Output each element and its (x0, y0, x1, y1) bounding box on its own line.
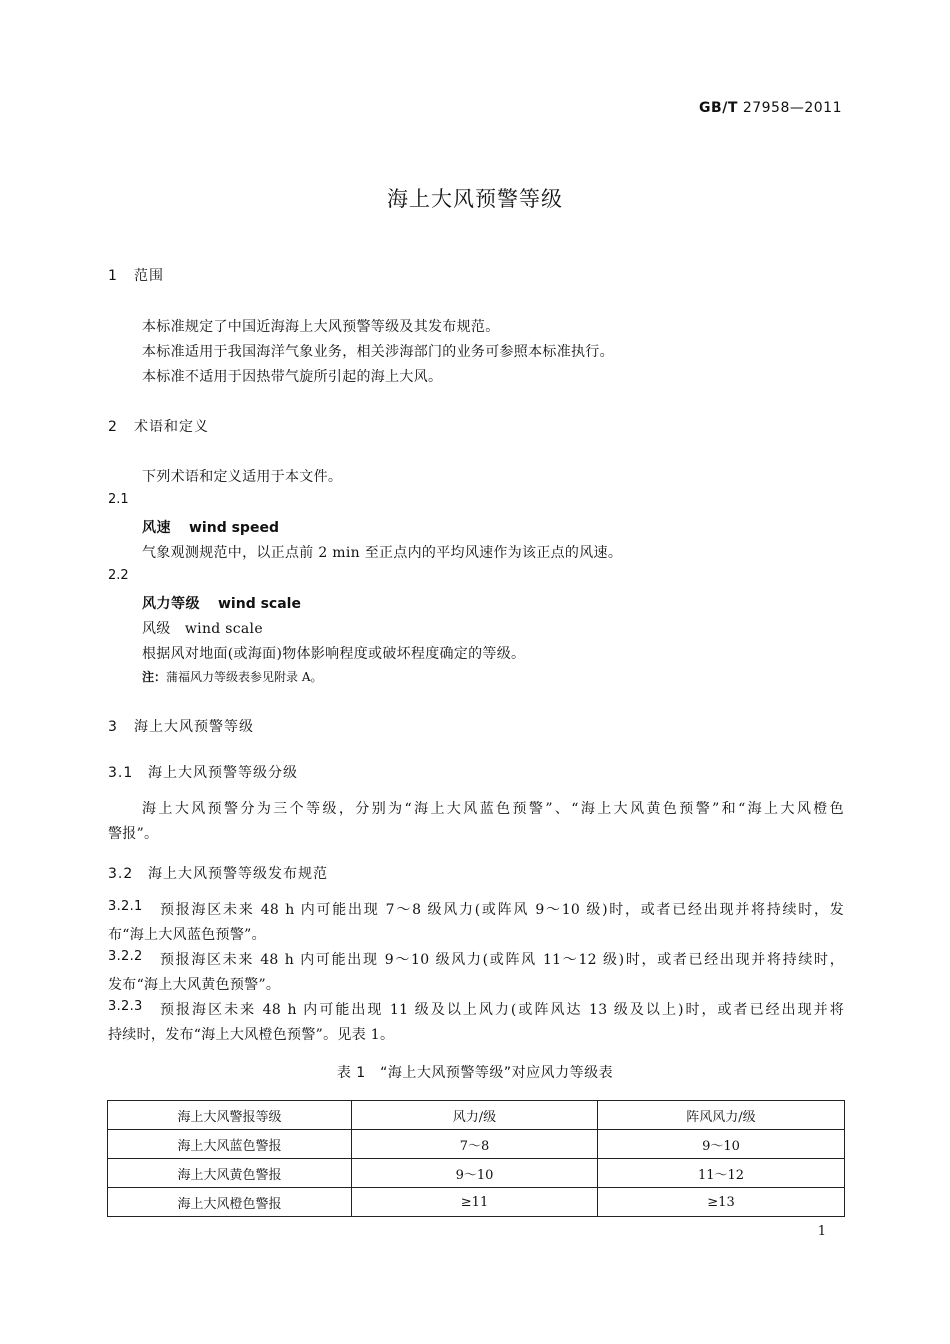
section-3-1-heading (108, 762, 298, 782)
clause-number: 3.2.2 (108, 949, 143, 964)
table-caption: 表 1 “海上大风预警等级”对应风力等级表 (336, 1065, 614, 1081)
term-en: wind scale (218, 596, 301, 612)
clause-number: 3.2.3 (108, 999, 143, 1014)
section-3-number: 3 (108, 719, 118, 735)
table-header-cell: 风力/级 (352, 1101, 598, 1130)
section-3-2-heading (108, 863, 328, 883)
wind-scale-table (107, 1100, 845, 1217)
table-header-cell: 阵风风力/级 (598, 1101, 845, 1130)
section-3-1-number: 3.1 (108, 765, 134, 781)
table-header-row (108, 1101, 845, 1130)
section-3-2-title: 海上大风预警等级发布规范 (148, 866, 328, 882)
term-2-2 (142, 593, 301, 613)
paragraph-line: 海上大风预警分为三个等级，分别为“海上大风蓝色预警”、“海上大风黄色预警”和“海上大风橙色 (142, 801, 844, 817)
section-1-heading (108, 265, 164, 285)
term-2-1-number: 2.1 (108, 492, 129, 507)
definition: 根据风对地面(或海面)物体影响程度或破坏程度确定的等级。 (142, 646, 526, 662)
term-en: wind speed (189, 520, 279, 536)
table-cell: ≥11 (352, 1188, 598, 1217)
section-2-heading (108, 416, 209, 436)
clause-3-2-1 (108, 899, 844, 919)
clause-line: 预报海区未来 48 h 内可能出现 9～10 级风力(或阵风 11～12 级)时，或者已经出现并将持续时， (160, 952, 844, 968)
term-synonym: 风级 wind scale (142, 621, 263, 637)
section-3-1-title: 海上大风预警等级分级 (148, 765, 298, 781)
table-row (108, 1188, 845, 1217)
table-cell: 11～12 (598, 1159, 845, 1188)
section-3-title: 海上大风预警等级 (134, 719, 254, 735)
paragraph: 本标准适用于我国海洋气象业务，相关涉海部门的业务可参照本标准执行。 (142, 344, 614, 360)
table-cell: 海上大风黄色警报 (108, 1159, 352, 1188)
table-cell: 海上大风橙色警报 (108, 1188, 352, 1217)
section-2-title: 术语和定义 (134, 419, 209, 435)
table-cell: 9～10 (352, 1159, 598, 1188)
clause-line: 预报海区未来 48 h 内可能出现 11 级及以上风力(或阵风达 13 级及以上)时，或者已经出现并将 (160, 1002, 844, 1018)
note-text: 蒲福风力等级表参见附录 A。 (166, 670, 323, 684)
table-row (108, 1130, 845, 1159)
term-2-1 (142, 517, 279, 537)
table-cell: 海上大风蓝色警报 (108, 1130, 352, 1159)
clause-3-2-2 (108, 949, 844, 969)
note (142, 668, 323, 685)
paragraph: 本标准不适用于因热带气旋所引起的海上大风。 (142, 369, 443, 385)
clause-line: 预报海区未来 48 h 内可能出现 7～8 级风力(或阵风 9～10 级)时，或者已经出现并将持续时，发 (160, 902, 844, 918)
paragraph-line: 警报”。 (108, 826, 159, 842)
clause-line: 布“海上大风蓝色预警”。 (108, 927, 266, 943)
table-header-cell: 海上大风警报等级 (108, 1101, 352, 1130)
term-cn: 风力等级 (142, 596, 200, 612)
paragraph (142, 798, 844, 818)
term-cn: 风速 (142, 520, 171, 536)
section-3-2-number: 3.2 (108, 866, 134, 882)
section-1-title: 范围 (134, 268, 164, 284)
note-label: 注： (142, 670, 167, 684)
paragraph: 本标准规定了中国近海海上大风预警等级及其发布规范。 (142, 319, 500, 335)
definition: 气象观测规范中，以正点前 2 min 至正点内的平均风速作为该正点的风速。 (142, 545, 623, 561)
document-title: 海上大风预警等级 (387, 187, 563, 211)
section-3-heading (108, 716, 254, 736)
clause-line: 持续时，发布“海上大风橙色预警”。见表 1。 (108, 1027, 395, 1043)
table-cell: 7～8 (352, 1130, 598, 1159)
table-row (108, 1159, 845, 1188)
page-number: 1 (817, 1224, 826, 1239)
clause-3-2-3 (108, 999, 844, 1019)
paragraph: 下列术语和定义适用于本文件。 (142, 469, 343, 485)
document-code (699, 100, 842, 116)
clause-line: 发布“海上大风黄色预警”。 (108, 977, 281, 993)
table-cell: 9～10 (598, 1130, 845, 1159)
section-1-number: 1 (108, 268, 118, 284)
section-2-number: 2 (108, 419, 118, 435)
table-cell: ≥13 (598, 1188, 845, 1217)
document-code-prefix: GB/T (699, 100, 738, 116)
document-code-number: 27958—2011 (742, 100, 842, 116)
term-2-2-number: 2.2 (108, 568, 129, 583)
clause-number: 3.2.1 (108, 899, 143, 914)
